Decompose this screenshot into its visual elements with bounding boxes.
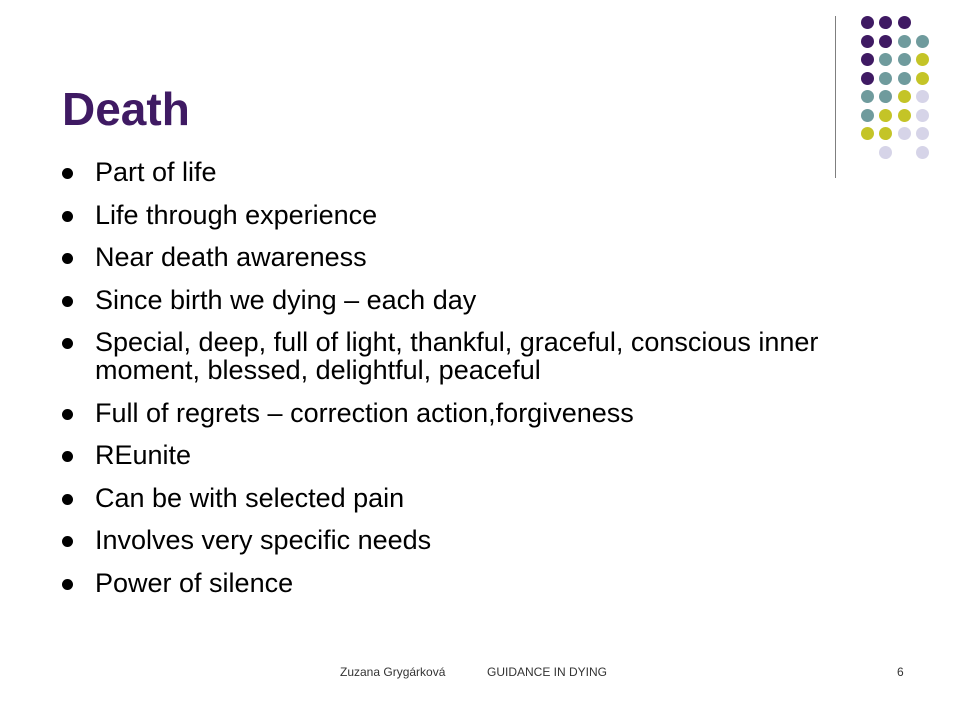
decorative-dot xyxy=(879,53,892,66)
bullet-item xyxy=(62,441,862,469)
bullet-dot-icon xyxy=(62,338,73,349)
bullet-dot-icon xyxy=(62,253,73,264)
decorative-dot xyxy=(898,16,911,29)
decorative-dot xyxy=(879,146,892,159)
decorative-dot xyxy=(916,127,929,140)
bullet-dot-icon xyxy=(62,168,73,179)
decorative-dot xyxy=(879,127,892,140)
slide-title: Death xyxy=(62,83,190,135)
bullet-text: Near death awareness xyxy=(95,242,367,272)
bullet-item xyxy=(62,484,862,512)
bullet-text: REunite xyxy=(95,440,192,470)
bullet-text: Involves very specific needs xyxy=(95,525,432,555)
footer-presentation-title: GUIDANCE IN DYING xyxy=(487,665,608,679)
bullet-dot-icon xyxy=(62,451,73,462)
decorative-dot xyxy=(916,72,929,85)
bullet-text: Special, deep, full of light, thankful, graceful, conscious inner moment, blessed, delightful, peaceful xyxy=(95,327,819,385)
bullet-text: Life through experience xyxy=(95,199,378,230)
bullet-dot-icon xyxy=(62,409,73,420)
footer-author: Zuzana Grygárková xyxy=(340,665,446,679)
decorative-dot xyxy=(861,16,874,29)
decorative-dot xyxy=(879,90,892,103)
bullet-text: Part of life xyxy=(95,157,217,187)
decorative-dot xyxy=(879,72,892,85)
decorative-dot xyxy=(861,90,874,103)
decorative-dot xyxy=(861,35,874,48)
decorative-dot xyxy=(916,53,929,66)
bullet-dot-icon xyxy=(62,536,73,547)
decorative-dot xyxy=(879,109,892,122)
decorative-dot xyxy=(898,127,911,140)
bullet-item xyxy=(62,399,862,427)
bullet-dot-icon xyxy=(62,494,73,505)
decorative-dot xyxy=(898,72,911,85)
bullet-item xyxy=(62,158,862,186)
decorative-dot xyxy=(861,53,874,66)
bullet-item xyxy=(62,201,862,229)
bullet-item xyxy=(62,243,862,271)
bullet-text: Full of regrets – correction action,forgiveness xyxy=(95,397,634,428)
bullet-item xyxy=(62,286,862,314)
bullet-dot-icon xyxy=(62,296,73,307)
footer-page-number: 6 xyxy=(897,665,904,679)
bullet-item xyxy=(62,569,862,597)
bullet-item xyxy=(62,328,862,384)
bullet-item xyxy=(62,526,862,554)
decorative-dot xyxy=(898,35,911,48)
decorative-dot xyxy=(898,109,911,122)
decorative-dot xyxy=(879,35,892,48)
decorative-dot xyxy=(916,90,929,103)
bullet-dot-icon xyxy=(62,211,73,222)
decorative-dot xyxy=(879,16,892,29)
decorative-dot xyxy=(898,53,911,66)
decorative-dot xyxy=(861,127,874,140)
bullet-text: Power of silence xyxy=(95,567,294,598)
bullet-text: Can be with selected pain xyxy=(95,482,405,513)
decorative-dot xyxy=(916,35,929,48)
decorative-dot xyxy=(916,146,929,159)
decorative-dot xyxy=(861,109,874,122)
decorative-dot xyxy=(916,109,929,122)
decorative-dot xyxy=(898,90,911,103)
bullet-list xyxy=(62,158,862,611)
decorative-dot xyxy=(861,72,874,85)
bullet-text: Since birth we dying – each day xyxy=(95,284,477,315)
bullet-dot-icon xyxy=(62,579,73,590)
